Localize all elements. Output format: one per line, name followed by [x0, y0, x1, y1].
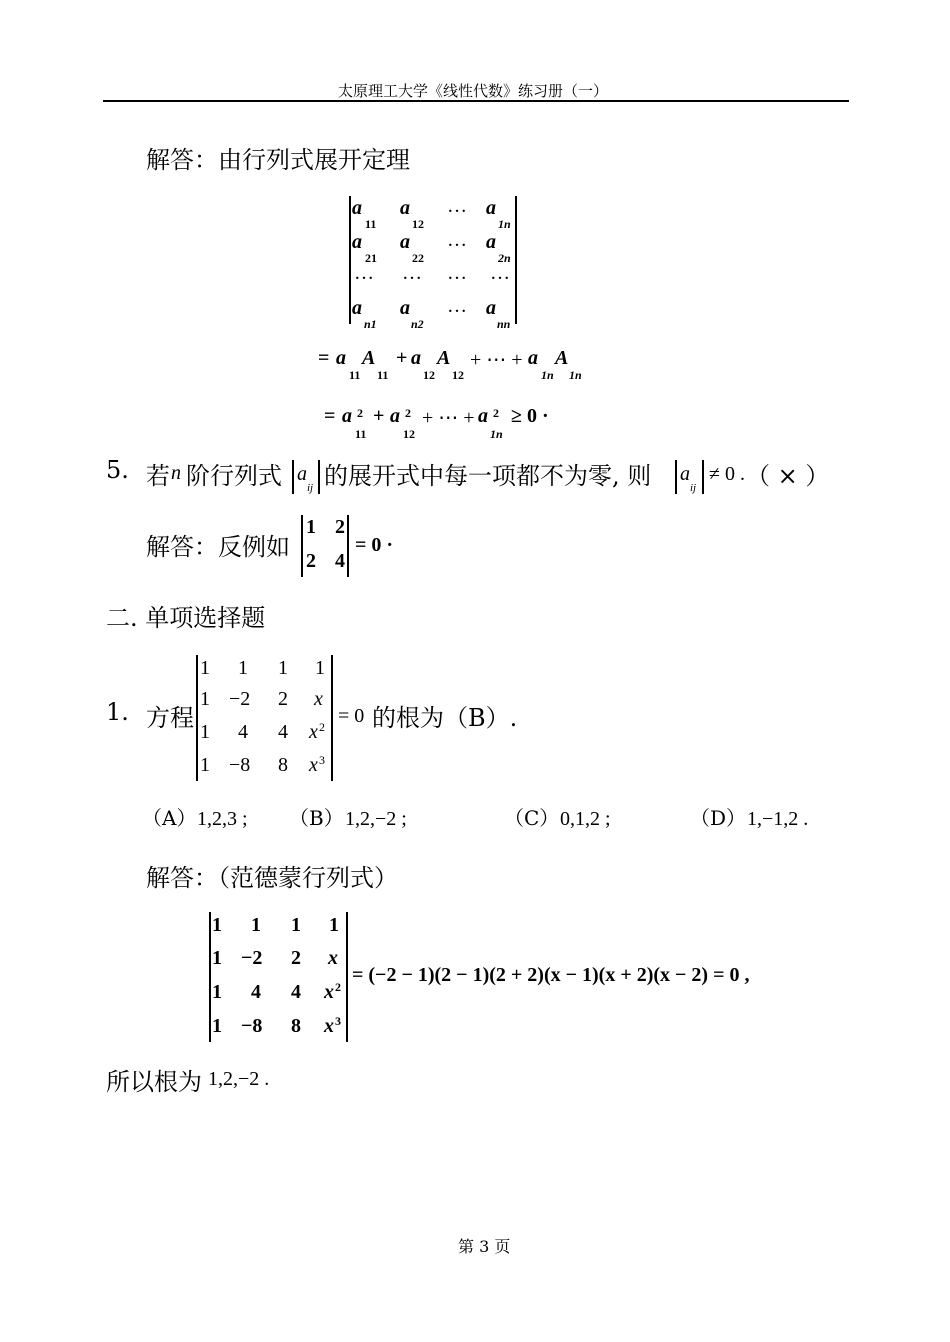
- matrix-entry: 1: [306, 516, 316, 538]
- matrix-entry: 1: [212, 947, 222, 969]
- det-sub: n1: [364, 317, 377, 331]
- conclusion-value: 1,2,−2 .: [208, 1068, 270, 1090]
- det-left-bar: [301, 515, 303, 577]
- matrix-sup: 3: [319, 753, 325, 767]
- question-text: 若: [146, 462, 170, 490]
- matrix-entry: −8: [229, 754, 251, 776]
- solution-label: 解答：（范德蒙行列式）: [146, 864, 398, 892]
- det-right-bar: [515, 196, 517, 324]
- plus-sign: +: [396, 347, 408, 369]
- matrix-entry: 1: [200, 721, 210, 743]
- plus-dots: + ⋯ +: [470, 349, 523, 371]
- question-text: 的根为（B）.: [372, 704, 518, 732]
- page-header-title: 太原理工大学《线性代数》练习册（一）: [338, 82, 609, 100]
- det-entry: a: [352, 197, 362, 219]
- matrix-entry: 4: [278, 721, 288, 743]
- option-value: 0,1,2 ;: [560, 808, 611, 830]
- det-dots: …: [447, 262, 467, 284]
- matrix-entry: x: [324, 981, 334, 1003]
- term-A: A: [362, 347, 376, 369]
- section-title: 二. 单项选择题: [106, 604, 266, 632]
- matrix-sup: 3: [335, 1014, 341, 1028]
- matrix-entry: 1: [291, 914, 301, 936]
- det-dots: …: [402, 262, 422, 284]
- option-value: 1,2,3 ;: [197, 808, 248, 830]
- option-label: （C）: [504, 806, 560, 830]
- det-sub: 11: [365, 217, 377, 231]
- matrix-entry: 8: [278, 754, 288, 776]
- matrix-entry: 1: [329, 914, 339, 936]
- equals-sign: =: [324, 405, 336, 427]
- question-text: 的展开式中每一项都不为零, 则: [324, 462, 652, 490]
- term-sup: 2: [357, 406, 363, 420]
- matrix-entry: x: [309, 754, 318, 776]
- term-A: A: [555, 347, 569, 369]
- term-sup: 2: [405, 406, 411, 420]
- matrix-entry: x: [309, 721, 318, 743]
- result-zero: = 0 ·: [355, 534, 394, 556]
- matrix-sup: 2: [319, 720, 325, 734]
- matrix-entry: 1: [251, 914, 261, 936]
- matrix-entry: 2: [306, 550, 316, 572]
- det-right-bar: [347, 515, 349, 577]
- matrix-entry: 1: [200, 657, 210, 679]
- det-dots: …: [447, 195, 467, 217]
- equals-zero: = 0: [338, 705, 365, 727]
- term-sub: 12: [423, 368, 435, 382]
- option-label: （B）: [289, 806, 344, 830]
- matrix-entry: 8: [291, 1015, 301, 1037]
- term-sup: 2: [493, 406, 499, 420]
- term-sub: 1n: [569, 368, 582, 382]
- matrix-entry: 1: [278, 657, 288, 679]
- det-entry: a: [400, 197, 410, 219]
- question-text: 方程: [146, 704, 194, 732]
- geq-zero: ≥ 0 ·: [511, 405, 549, 427]
- matrix-entry: 1: [200, 754, 210, 776]
- question-number: 5.: [106, 456, 129, 484]
- det-dots: …: [447, 229, 467, 251]
- question-number: 1.: [106, 698, 129, 726]
- abs-bar: [675, 460, 677, 494]
- det-sub: 21: [365, 251, 377, 265]
- det-entry: a: [352, 231, 362, 253]
- term-a: a: [478, 405, 488, 427]
- var-sub: ij: [307, 482, 314, 494]
- term-a: a: [390, 405, 400, 427]
- matrix-entry: 4: [238, 721, 248, 743]
- vandermonde-product: = (−2 − 1)(2 − 1)(2 + 2)(x − 1)(x + 2)(x − 2) = 0 ,: [352, 964, 750, 986]
- det-entry: a: [486, 297, 496, 319]
- abs-bar: [702, 460, 704, 494]
- matrix-entry: 2: [291, 947, 301, 969]
- abs-bar: [318, 460, 320, 494]
- det-left-bar: [349, 196, 351, 324]
- det-sub: 1n: [498, 217, 511, 231]
- matrix-entry: x: [328, 947, 338, 969]
- det-left-bar: [196, 655, 198, 781]
- det-right-bar: [331, 655, 333, 781]
- option-value: 1,−1,2 .: [747, 808, 809, 830]
- matrix-entry: 1: [315, 657, 325, 679]
- matrix-entry: 1: [212, 1015, 222, 1037]
- term-sub: 11: [377, 368, 389, 382]
- matrix-entry: 2: [335, 516, 345, 538]
- page-number: 第 3 页: [458, 1237, 511, 1256]
- term-a: a: [528, 347, 538, 369]
- conclusion-text: 所以根为: [106, 1068, 202, 1096]
- var-sub: ij: [690, 482, 697, 494]
- matrix-entry: 1: [238, 657, 248, 679]
- det-left-bar: [209, 912, 211, 1042]
- term-a: a: [336, 347, 346, 369]
- det-sub: 22: [412, 251, 424, 265]
- det-sub: n2: [411, 317, 424, 331]
- term-a: a: [342, 405, 352, 427]
- answer-mark: （ × ）: [746, 462, 830, 490]
- term-sub: 12: [452, 368, 464, 382]
- question-text: 阶行列式: [186, 462, 282, 490]
- term-sub: 11: [355, 427, 367, 441]
- det-dots: …: [354, 262, 374, 284]
- det-sub: nn: [497, 317, 511, 331]
- var-a: a: [297, 463, 307, 485]
- matrix-entry: 4: [291, 981, 301, 1003]
- det-dots: …: [447, 295, 467, 317]
- option-label: （D）: [690, 806, 747, 830]
- term-sub: 1n: [541, 368, 554, 382]
- plus-sign: +: [373, 405, 385, 427]
- matrix-entry: x: [324, 1015, 334, 1037]
- matrix-entry: x: [314, 688, 323, 710]
- matrix-entry: 1: [200, 688, 210, 710]
- det-right-bar: [346, 912, 348, 1042]
- term-sub: 11: [349, 368, 361, 382]
- det-entry: a: [486, 197, 496, 219]
- matrix-entry: −2: [229, 688, 251, 710]
- var-n: n: [171, 462, 181, 484]
- det-entry: a: [400, 231, 410, 253]
- option-label: （A）: [142, 806, 197, 830]
- abs-bar: [292, 460, 294, 494]
- det-entry: a: [400, 297, 410, 319]
- matrix-entry: 1: [212, 981, 222, 1003]
- equals-sign: =: [318, 347, 330, 369]
- det-dots: …: [490, 262, 510, 284]
- header-rule: [103, 100, 849, 102]
- matrix-sup: 2: [335, 980, 341, 994]
- term-sub: 1n: [490, 427, 503, 441]
- matrix-entry: 1: [212, 914, 222, 936]
- matrix-entry: 2: [278, 688, 288, 710]
- neq-zero: ≠ 0 .: [709, 463, 745, 485]
- option-value: 1,2,−2 ;: [345, 808, 407, 830]
- var-a: a: [680, 463, 690, 485]
- det-entry: a: [352, 297, 362, 319]
- term-sub: 12: [403, 427, 415, 441]
- term-a: a: [411, 347, 421, 369]
- plus-dots: + ⋯ +: [422, 407, 475, 429]
- solution-intro: 解答：由行列式展开定理: [146, 146, 410, 174]
- term-A: A: [437, 347, 451, 369]
- det-entry: a: [486, 231, 496, 253]
- matrix-entry: 4: [251, 981, 261, 1003]
- matrix-entry: −2: [241, 947, 263, 969]
- matrix-entry: 4: [335, 550, 345, 572]
- matrix-entry: −8: [241, 1015, 263, 1037]
- solution-label: 解答：反例如: [146, 533, 290, 561]
- det-sub: 12: [412, 217, 424, 231]
- det-sub: 2n: [498, 251, 511, 265]
